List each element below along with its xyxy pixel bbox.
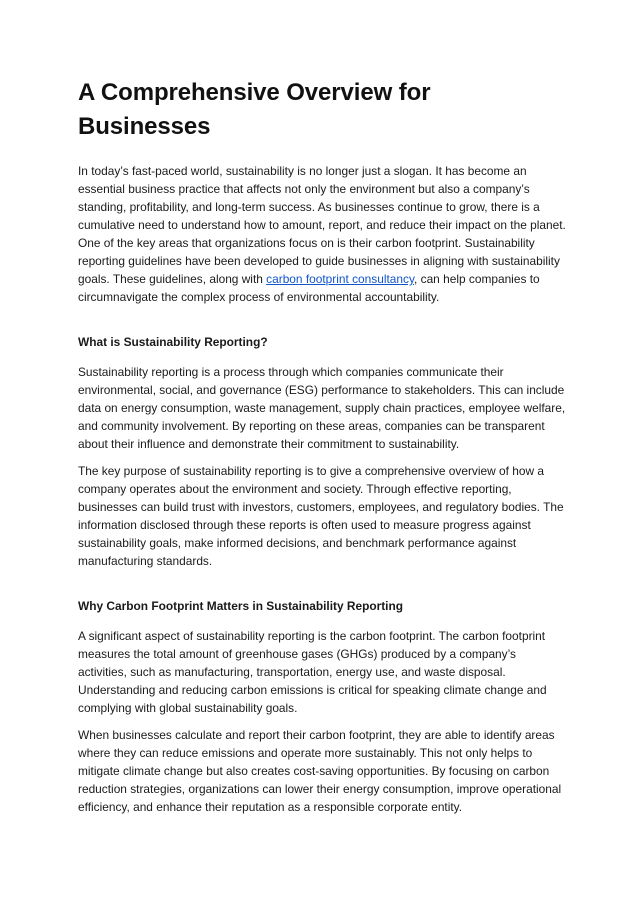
document-page [78,76,566,825]
intro-text-before-link: In today’s fast-paced world, sustainability is no longer just a slogan. It has become an essential business practice that affects not only the environment but also a company’s standing, profitability, and long-term success. As businesses continue to grow, there is a cumulative need to understand how to amount, report, and reduce their impact on the planet. One of the key areas that organizations focus on is their carbon footprint. Sustainability reporting guidelines have been developed to guide businesses in aligning with sustainability goals. These guidelines, along with [78,164,566,286]
section-heading-what-is-reporting: What is Sustainability Reporting? [78,335,268,349]
carbon-footprint-consultancy-link[interactable]: carbon footprint consultancy [266,272,415,286]
section-paragraph: When businesses calculate and report their carbon footprint, they are able to identify areas where they can reduce emissions and operate more sustainably. This not only helps to mitigate climate change but also creates cost-saving opportunities. By focusing on carbon reduction strategies, organizations can lower their energy consumption, improve operational efficiency, and enhance their reputation as a responsible corporate entity. [78,728,562,814]
section-paragraph: Sustainability reporting is a process through which companies communicate their environmental, social, and governance (ESG) performance to stakeholders. This can include data on energy consumption, waste management, supply chain practices, employee welfare, and community involvement. By reporting on these areas, companies can be transparent about their influence and demonstrate their commitment to sustainability. [78,365,566,451]
page-title: A Comprehensive Overview for Businesses [78,79,431,140]
section-heading-why-carbon-footprint: Why Carbon Footprint Matters in Sustainability Reporting [78,599,404,613]
section-paragraph: A significant aspect of sustainability reporting is the carbon footprint. The carbon footprint measures the total amount of greenhouse gases (GHGs) produced by a company’s activities, such as manufacturing, transportation, energy use, and waste disposal. Understanding and reducing carbon emissions is critical for speaking climate change and complying with global sustainability goals. [78,629,547,715]
intro-paragraph [78,162,566,306]
section-paragraph: The key purpose of sustainability reporting is to give a comprehensive overview of how a company operates about the environment and society. Through effective reporting, businesses can build trust with investors, customers, employees, and regulatory bodies. The information disclosed through these reports is often used to measure progress against sustainability goals, make informed decisions, and benchmark performance against manufacturing standards. [78,464,564,568]
intro-text-after-link: , can help companies to circumnavigate the complex process of environmental accountability. [78,272,540,304]
